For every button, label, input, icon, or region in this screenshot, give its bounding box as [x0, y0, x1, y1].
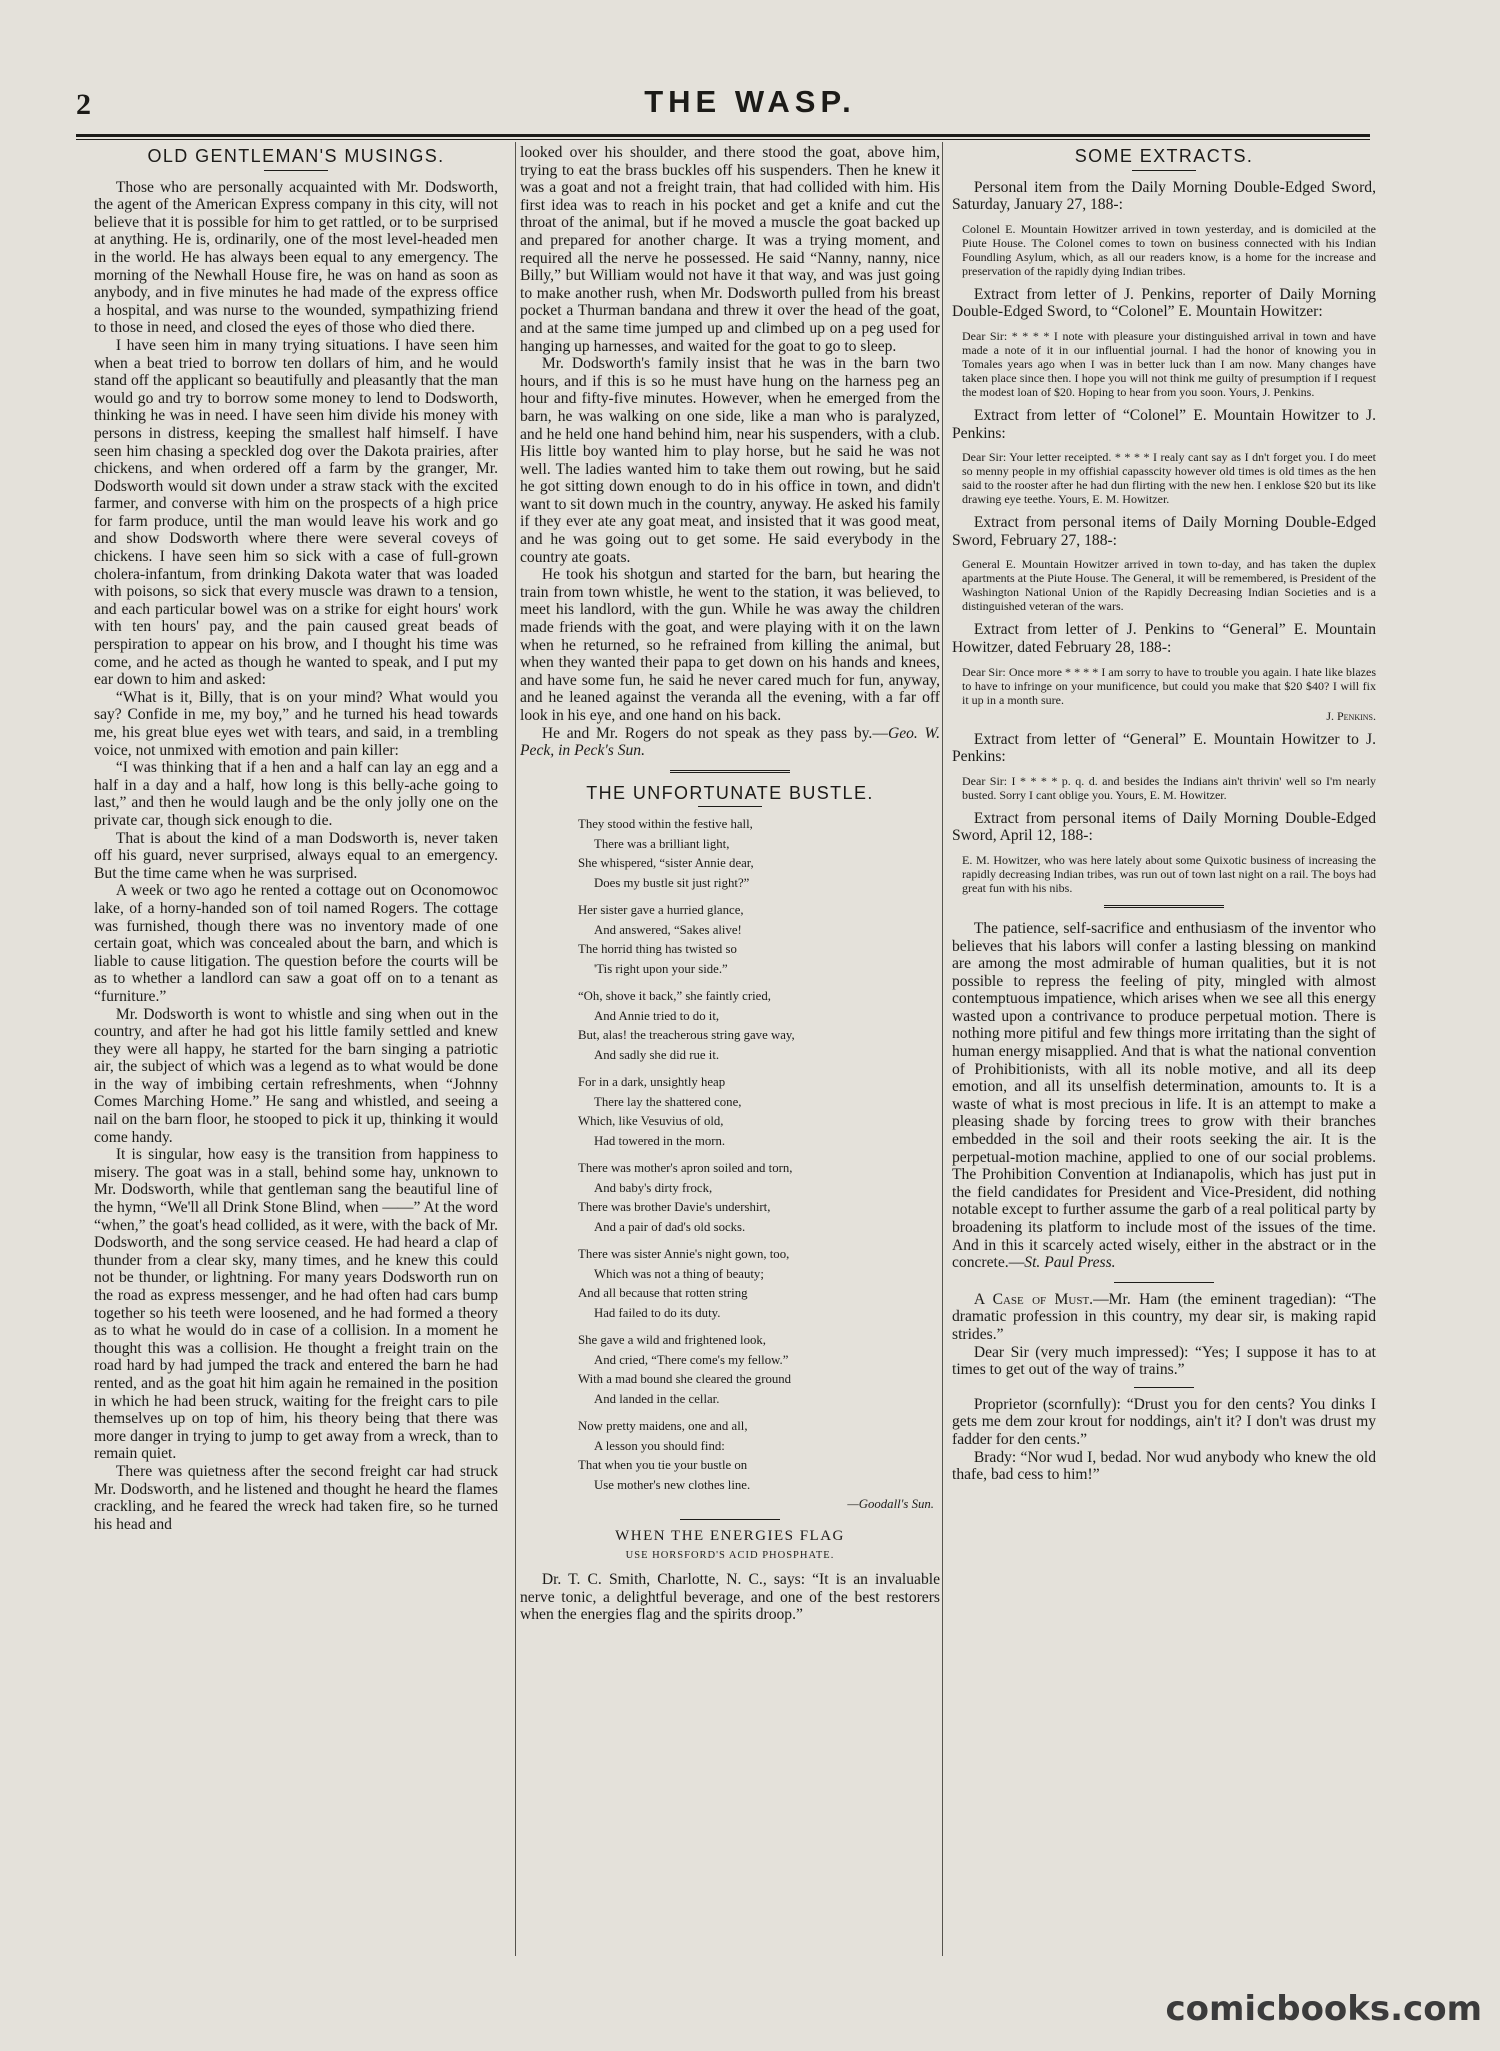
poem-line: “Oh, shove it back,” she faintly cried,	[578, 989, 771, 1004]
poem-line: There was mother's apron soiled and torn,	[578, 1161, 793, 1176]
headline-rule	[264, 170, 328, 171]
anecdote-paragraph: Proprietor (scornfully): “Drust you for den cents? You dinks I gets me dem zour krout for noddings, ain't it? I don't was drust my fadder for den cents.”	[952, 1395, 1376, 1448]
extract-signature: J. Penkins.	[1326, 708, 1376, 723]
poem-stanza	[578, 901, 940, 979]
ad-headline: WHEN THE ENERGIES FLAG	[615, 1527, 845, 1544]
article-paragraph: There was quietness after the second freight car had struck Mr. Dodsworth, and he listened and thought he heard the flames crackling, and he feared the wreck had taken fire, so he turned his head and	[94, 1462, 498, 1533]
ad-subhead: USE HORSFORD'S ACID PHOSPHATE.	[625, 1550, 835, 1562]
poem-line: Use mother's new clothes line.	[594, 1477, 751, 1492]
column-1	[94, 144, 498, 1944]
extract-body: Dear Sir: Once more * * * * I am sorry to have to trouble you again. I hate like blazes to have to infringe on your munificence, but could you make that $20 $40? I will fix it up in a month sure.	[962, 664, 1376, 707]
article-paragraph: A week or two ago he rented a cottage out on Oconomowoc lake, of a horny-handed son of toil named Rogers. The cottage was furnished, though there was no inventory made of one certain goat, which was concealed about the barn, and which is liable to cause litigation. The question before the courts will be as to whether a landlord can saw a goat off on to a tenant as “furniture.”	[94, 882, 498, 1005]
poem-line: And landed in the cellar.	[594, 1391, 720, 1406]
poem-stanza	[578, 987, 940, 1065]
poem-line: She gave a wild and frightened look,	[578, 1333, 766, 1348]
poem-line: With a mad bound she cleared the ground	[578, 1372, 792, 1387]
anecdote-lead: A Case of Must.	[973, 1290, 1094, 1308]
column-3	[952, 144, 1376, 1944]
masthead-title: THE WASP.	[644, 84, 856, 119]
article-paragraph: It is singular, how easy is the transition from happiness to misery. The goat was in a stall, behind some hay, unknown to Mr. Dodsworth, while that gentleman sang the beautiful line of the hymn, “We'll all Drink Stone Blind, when ——” At the word “when,” the goat's head collided, as it were, with the back of Mr. Dodsworth, and the song service ceased. He had heard a clap of thunder from a clear sky, many times, and he knew this could not be thunder, or lightning. For many years Dodsworth run on the road as express messenger, and he had often had cars bump together so his teeth were loosened, and he had formed a theory as to what he would do in case of a collision. In a moment he thought this was a collision. He thought a freight train on the road hard by had jumped the track and entered the barn he had rented, and as the goat hit him again he remained in the position in which he had been struck, waiting for the freight cars to pile themselves up on top of him, his theory being that there was more danger in trying to jump to get away from a wreck, than to remain quiet.	[94, 1146, 498, 1463]
extract-intro: Extract from personal items of Daily Morning Double-Edged Sword, February 27, 188-:	[952, 514, 1376, 549]
poem-line: That when you tie your bustle on	[578, 1458, 748, 1473]
anecdote-paragraph: Brady: “Nor wud I, bedad. Nor wud anybody who knew the old thafe, bad cess to him!”	[952, 1448, 1376, 1484]
poem-line: There lay the shattered cone,	[594, 1094, 742, 1109]
article-paragraph: He took his shotgun and started for the barn, but hearing the train from town whistle, he went to the station, it was believed, to meet his landlord, with the gun. While he was away the children made friends with the goat, and were playing with it on the lawn when he returned, so he refrained from killing the animal, but when they wanted their papa to get down on his hands and knees, and have some fun, he said he never cared much for fun, anyway, and he leaned against the veranda all the evening, with a far off look in his eye, and one hand on his back.	[520, 566, 940, 724]
article-paragraph: looked over his shoulder, and there stood the goat, above him, trying to eat the brass buckles off his suspenders. Then he knew it was a goat and not a freight train, that had collided with him. His first idea was to reach in his pocket and get a knife and cut the throat of the animal, but if he moved a muscle the goat backed up and prepared for another charge. It was a trying moment, and required all the nerve he possessed. He said “Nanny, nanny, nice Billy,” but William would not have it that way, and was just going to make another rush, when Mr. Dodsworth pulled from his breast pocket a Thurman bandana and threw it over the head of the goat, and at the same time jumped up and climbed up on a peg used for hanging up harnesses, and waited for the goat to go to sleep.	[520, 144, 940, 355]
headline-rule	[698, 806, 762, 807]
poem-line: There was brother Davie's undershirt,	[578, 1200, 771, 1215]
poem-line: But, alas! the treacherous string gave way,	[578, 1028, 795, 1043]
poem-line: There was a brilliant light,	[594, 836, 730, 851]
poem-line: Now pretty maidens, one and all,	[578, 1419, 748, 1434]
article-paragraph: I have seen him in many trying situations. I have seen him when a beat tried to borrow ten dollars of him, and he would stand off the applicant so beautifully and pleasantly that the man would go and try to borrow some money to lend to Dodsworth, thinking he was in need. I have seen him divide his money with persons in distress, keeping the smallest half himself. I have seen him chasing a speckled dog over the Dakota prairies, after chickens, and when ordered off a farm by the granger, Mr. Dodsworth would sit down under a straw stack with the excited farmer, and converse with him on the prospects of a high price for farm produce, until the man would leave his work and go and show Dodsworth where there were several coveys of chickens. I have seen him so sick with a case of full-grown cholera-infantum, from drinking Dakota water that was loaded with poisons, so sick that every muscle was drawn to a tension, and each particular bowel was on a strike for eight hours' work with ten hours' pay, and the pain caused great beads of perspiration to appear on his brow, and I thought his time was come, and he acted as though he wanted to speak, and I put my ear down to him and asked:	[94, 336, 498, 689]
article-paragraph: “I was thinking that if a hen and a half can lay an egg and a half in a day and a half, how long is this belly-ache going to last,” and then he would laugh and be the only jolly one on the private car, though sick enough to die.	[94, 759, 498, 829]
anecdote-paragraph: Dear Sir (very much impressed): “Yes; I suppose it has to at times to get out of the way of trains.”	[952, 1343, 1376, 1379]
extract-body: Dear Sir: Your letter receipted. * * * * I realy cant say as I dn't forget you. I do meet so menny people in my offishial capasscity however old times is old times as the hen said to the rooster after he had dun flirting with the new hen. I enklose $20 but its like drawing eye teethe. Yours, E. M. Howitzer.	[962, 450, 1376, 507]
anecdote-paragraph	[952, 1291, 1376, 1344]
poem-line: For in a dark, unsightly heap	[578, 1075, 726, 1090]
essay-paragraph	[952, 920, 1376, 1272]
poem-line: 'Tis right upon your side.”	[594, 961, 728, 976]
poem-line: And Annie tried to do it,	[594, 1008, 720, 1023]
essay-text: The patience, self-sacrifice and enthusiasm of the inventor who believes that his labors will confer a lasting blessing on mankind are among the most admirable of human qualities, but it is not possible to repress the feeling of pity, mingled with almost contemptuous impatience, which arises when we see all this energy wasted upon a contrivance to produce perpetual motion. There is nothing more pitiful and few things more irritating than the sight of human energy misapplied. And that is what the national convention of Prohibitionists, with all its noble motive, and all its deep emotion, and all its unselfish determination, amounts to. It is a waste of what is most precious in life. It is an attempt to make a pleasing shade by forcing trees to grow with their branches embedded in the soil and their roots seeking the air. It is the perpetual-motion machine, applied to one of our social problems. The Prohibition Convention at Indianapolis, which has just put in the field candidates for President and Vice-President, did nothing notable except to further assume the garb of a real political party by broadening its platform to include most of the issues of the time. And in this it scarcely acted wisely, either in the abstract or in the concrete.—	[952, 919, 1376, 1272]
poem-line: And baby's dirty frock,	[594, 1180, 713, 1195]
poem-line: Her sister gave a hurried glance,	[578, 903, 744, 918]
article-paragraph	[520, 725, 940, 760]
extract-intro: Personal item from the Daily Morning Double-Edged Sword, Saturday, January 27, 188-:	[952, 178, 1376, 214]
poem-line: A lesson you should find:	[594, 1438, 725, 1453]
poem-stanza	[578, 1245, 940, 1323]
anecdote-text: —Mr. Ham (the eminent tragedian): “The dramatic profession in this country, my dear sir, is making rapid strides.”	[952, 1290, 1376, 1343]
poem-line: And sadly she did rue it.	[594, 1047, 720, 1062]
essay-credit: St. Paul Press.	[1024, 1254, 1116, 1272]
poem-line: They stood within the festive hall,	[578, 817, 753, 832]
article-headline: OLD GENTLEMAN'S MUSINGS.	[147, 146, 445, 166]
poem	[520, 815, 940, 1515]
header-rule	[76, 134, 1370, 137]
poem-line: Which, like Vesuvius of old,	[578, 1114, 724, 1129]
poem-line: And answered, “Sakes alive!	[594, 922, 742, 937]
article-paragraph: Mr. Dodsworth's family insist that he was in the barn two hours, and if this is so he must have hung on the harness peg an hour and fifty-five minutes. However, when he emerged from the barn, he was walking on one side, like a man who is paralyzed, and he held one hand behind him, near his suspenders, with a club. His little boy wanted him to play horse, but he said he was not well. The ladies wanted him to take them out rowing, but he said he got sitting down enough to do in his office in town, and didn't want to sit down much in the country, anyway. He asked his family if they ever ate any goat meat, and insisted that it was good meat, and he was going out to get some. He said everybody in the country ate goats.	[520, 355, 940, 566]
header-rule-thin	[76, 139, 1370, 140]
closing-text: He and Mr. Rogers do not speak as they pass by.—	[541, 724, 888, 742]
page-number: 2	[76, 88, 91, 121]
extract-body: Dear Sir: I * * * * p. q. d. and besides the Indians ain't thrivin' well so I'm nearly busted. Sorry I cant oblige you. Yours, E. M. Howitzer.	[962, 773, 1376, 802]
article-paragraph: Mr. Dodsworth is wont to whistle and sing when out in the country, and after he had got his little family settled and knew they were all happy, he started for the barn singing a patriotic air, the subject of which was a legend as to what would be done in the way of imbibing certain refreshments, when “Johnny Comes Marching Home.” He sang and whistled, and seeing a nail on the barn floor, he stooped to pick it up, thinking it would come handy.	[94, 1005, 498, 1146]
section-rule	[680, 1519, 780, 1520]
poem-line: Does my bustle sit just right?”	[594, 875, 750, 890]
poem-stanza	[578, 1073, 940, 1151]
poem-line: The horrid thing has twisted so	[578, 942, 737, 957]
section-divider	[1104, 905, 1224, 910]
site-watermark: comicbooks.com	[1165, 1989, 1482, 2029]
article-credit: Geo. W. Peck, in Peck's Sun.	[520, 724, 940, 760]
extract-body: Dear Sir: * * * * I note with pleasure your distinguished arrival in town and have made a note of it in our influential journal. I had the honor of knowing you in Tomales years ago when I was in better luck than I am now. Many changes have taken place since then. I hope you will not think me guilty of presumption if I request the modest loan of $20. Hoping to hear from you soon. Yours, J. Penkins.	[962, 328, 1376, 399]
column-divider-1	[515, 142, 516, 1956]
poem-line: There was sister Annie's night gown, too,	[578, 1247, 790, 1262]
column-2	[520, 144, 940, 1944]
extract-body: E. M. Howitzer, who was here lately about some Quixotic business of increasing the rapidly decreasing Indian tribes, was run out of town last night on a rail. The boys had great fun with his nibs.	[962, 852, 1376, 895]
ad-text: Dr. T. C. Smith, Charlotte, N. C., says: “It is an invaluable nerve tonic, a delightful beverage, and one of the best restorers when the energies flag and the spirits droop.”	[520, 1571, 940, 1624]
extract-body: General E. Mountain Howitzer arrived in town to-day, and has taken the duplex apartments at the Piute House. The General, it will be remembered, is President of the Washington National Union of the Rapidly Decreasing Indian Societies and is a distinguished veteran of the wars.	[962, 557, 1376, 614]
article-paragraph: That is about the kind of a man Dodsworth is, never taken off his guard, never surprised, always equal to an emergency. But the time came when he was surprised.	[94, 829, 498, 882]
section-rule	[1134, 1387, 1194, 1388]
headline-rule	[1132, 170, 1196, 171]
poem-stanza	[578, 1159, 940, 1237]
extract-intro: Extract from letter of “General” E. Mountain Howitzer to J. Penkins:	[952, 730, 1376, 766]
section-divider	[670, 770, 790, 775]
poem-line: And a pair of dad's old socks.	[594, 1219, 746, 1234]
poem-stanza	[578, 815, 940, 893]
poem-line: And cried, “There come's my fellow.”	[594, 1352, 789, 1367]
poem-stanza	[578, 1417, 940, 1495]
extract-intro: Extract from letter of “Colonel” E. Mountain Howitzer to J. Penkins:	[952, 406, 1376, 442]
poem-line: She whispered, “sister Annie dear,	[578, 856, 754, 871]
poem-headline: THE UNFORTUNATE BUSTLE.	[586, 782, 874, 803]
poem-line: Which was not a thing of beauty;	[594, 1266, 764, 1281]
extracts-headline: SOME EXTRACTS.	[1074, 146, 1254, 166]
poem-stanza	[578, 1331, 940, 1409]
poem-credit-text: —Goodall's Sun.	[847, 1497, 934, 1512]
poem-line: And all because that rotten string	[578, 1286, 748, 1301]
poem-line: Had towered in the morn.	[594, 1133, 726, 1148]
article-paragraph: “What is it, Billy, that is on your mind? What would you say? Confide in me, my boy,” and he turned his head towards me, his great blue eyes wet with tears, and said, in a trembling voice, not unmixed with emotion and pain killer:	[94, 688, 498, 759]
column-divider-2	[942, 142, 943, 1956]
poem-line: Had failed to do its duty.	[594, 1305, 721, 1320]
poem-credit	[578, 1495, 940, 1515]
article-paragraph: Those who are personally acquainted with Mr. Dodsworth, the agent of the American Express company in this city, will not believe that it is possible for him to get rattled, or to be surprised at anything. He is, ordinarily, one of the most level-headed men in the world. He has always been equal to any emergency. The morning of the Newhall House fire, he was on hand as soon as anybody, and in five minutes he had made of the express office a hospital, and was nurse to the wounded, sympathizing friend to those in need, and closed the eyes of those who died there.	[94, 178, 498, 337]
extract-intro: Extract from letter of J. Penkins, reporter of Daily Morning Double-Edged Sword, to “Colonel” E. Mountain Howitzer:	[952, 285, 1376, 321]
section-rule	[1114, 1282, 1214, 1283]
extract-intro: Extract from personal items of Daily Morning Double-Edged Sword, April 12, 188-:	[952, 809, 1376, 845]
extract-body: Colonel E. Mountain Howitzer arrived in town yesterday, and is domiciled at the Piute House. The Colonel comes to town on business connected with his Indian Foundling Asylum, which, as all our readers know, is a home for the increase and preservation of the rapidly dying Indian tribes.	[962, 221, 1376, 278]
extract-intro: Extract from letter of J. Penkins to “General” E. Mountain Howitzer, dated February 28, 188-:	[952, 621, 1376, 656]
